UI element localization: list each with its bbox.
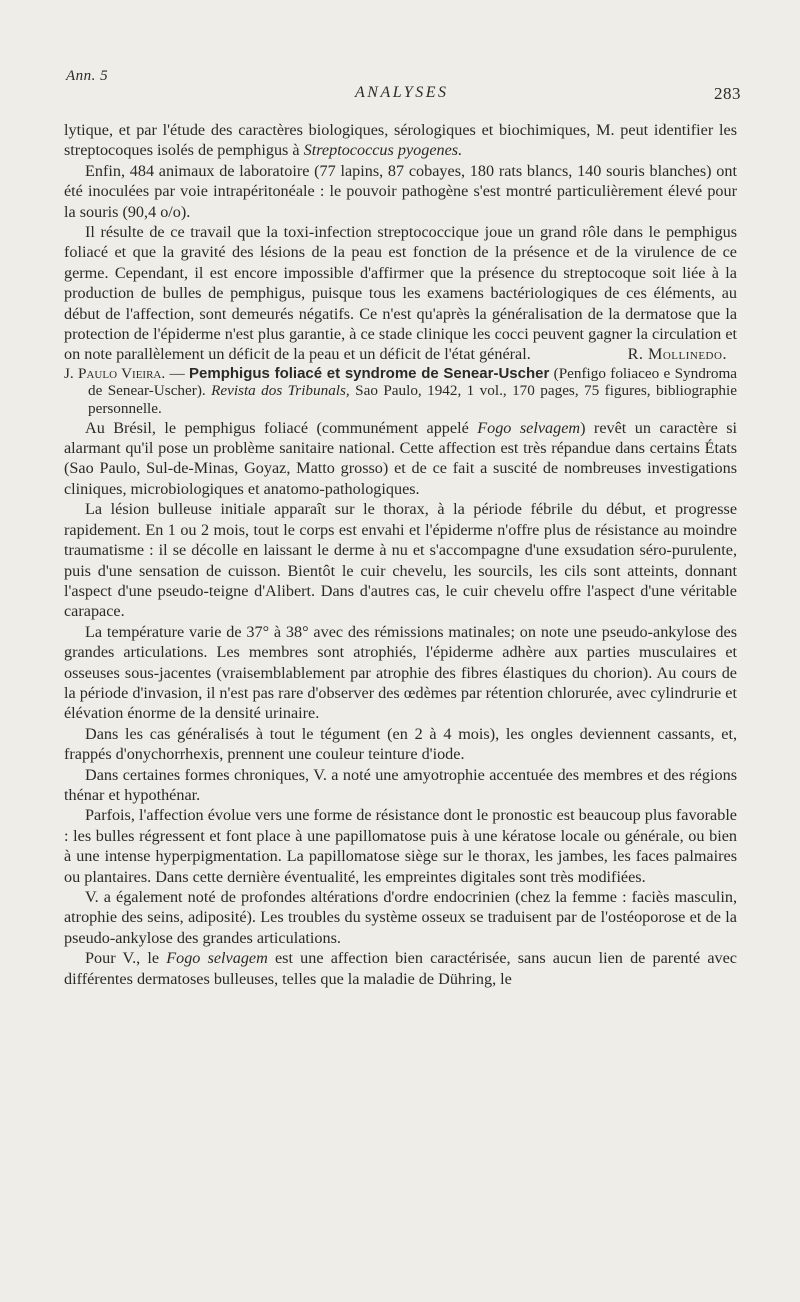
term-fogo-selvagem: Fogo selvagem: [477, 418, 581, 437]
body-text: [64, 120, 737, 989]
journal-name: Revista dos Tribunals,: [211, 382, 350, 400]
paragraph: V. a également noté de profondes altérations d'ordre endocrinien (chez la femme : faciès masculin, atrophie des seins, adiposité). Les troubles du système osseux se traduisent par de l'ostéoporose et de la pseudo-ankylose des grandes articulations.: [64, 888, 737, 947]
article-author: J. Paulo Vieira.: [64, 364, 166, 382]
term-fogo-selvagem: Fogo selvagem: [166, 949, 268, 968]
paragraph: Dans certaines formes chroniques, V. a noté une amyotrophie accentuée des membres et des régions thénar et hypothénar.: [64, 765, 737, 804]
paragraph: Dans les cas généralisés à tout le tégument (en 2 à 4 mois), les ongles deviennent cassants, et, frappés d'onychorrhexis, prennent une couleur teinture d'iode.: [64, 724, 737, 764]
species-name: Streptococcus pyogenes.: [303, 141, 463, 160]
paragraph: Enfin, 484 animaux de laboratoire (77 lapins, 87 cobayes, 180 rats blancs, 140 souris blanches) ont été inoculées par voie intrapéritonéale : le pouvoir pathogène s'est montré particulièrement élevé pour la souris (90,4 o/o).: [64, 161, 737, 221]
article-reference: J. Paulo Vieira. — Pemphigus foliacé et syndrome de Senear-Uscher (Penfigo foliaceo e Syndroma de Senear-Uscher). Revista dos Tribunals, Sao Paulo, 1942, 1 vol., 170 pages, 75 figures, bibliographie personnelle.: [64, 364, 738, 418]
article-title: Pemphigus foliacé et syndrome de Senear-Uscher: [189, 364, 550, 382]
author-signature: R. Mollinedo.: [627, 345, 727, 364]
paragraph: Il résulte de ce travail que la toxi-infection streptococcique joue un grand rôle dans le pemphigus foliacé et que la gravité des lésions de la peau est fonction de la présence et de la virulence de ce germe. Cependant, il est encore impossible d'affirmer que la présence du streptocoque soit liée à la production de bulles de pemphigus, puisque tous les examens bactériologiques de ces éléments, au début de l'affection, sont demeurés négatifs. Ce n'est qu'après la généralisation de la dermatose que la protection de l'épiderme n'est plus garantie, à ce stade clinique les cocci peuvent gagner la circulation et on note parallèlement un déficit de la peau et un déficit de l'état général. R. Mollinedo.: [64, 223, 737, 364]
paragraph: lytique, et par l'étude des caractères biologiques, sérologiques et biochimiques, M. peut identifier les streptocoques isolés de pemphigus à Streptococcus pyogenes.: [64, 121, 737, 160]
paragraph: Au Brésil, le pemphigus foliacé (communément appelé Fogo selvagem) revêt un caractère si alarmant qu'il pose un problème sanitaire national. Cette affection est très répandue dans certains États (Sao Paulo, Sul-de-Minas, Goyaz, Matto grosso) et de ce fait a suscité de nombreuses investigations cliniques, microbiologiques et anatomo-pathologiques.: [64, 418, 737, 498]
page-number: 283: [714, 84, 741, 103]
paragraph: Pour V., le Fogo selvagem est une affection bien caractérisée, sans aucun lien de parenté avec différentes dermatoses bulleuses, telles que la maladie de Dühring, le: [64, 949, 737, 988]
running-header-left: Ann. 5: [66, 68, 109, 84]
running-header-title: ANALYSES: [355, 84, 449, 101]
paragraph: Parfois, l'affection évolue vers une forme de résistance dont le pronostic est beaucoup plus favorable : les bulles régressent et font place à une papillomatose puis à une kératose locale ou générale, ou bien à une intense hyperpigmentation. La papillomatose siège sur le thorax, les jambes, les faces palmaires ou plantaires. Dans cette dernière éventualité, les empreintes digitales sont très modifiées.: [64, 806, 737, 886]
paragraph: La température varie de 37° à 38° avec des rémissions matinales; on note une pseudo-ankylose des grandes articulations. Les membres sont atrophiés, l'épiderme adhère aux parties musculaires et osseuses sous-jacentes (vraisemblablement par atrophie des fibres élastiques du chorion). Au cours de la période d'invasion, il n'est pas rare d'observer des œdèmes par rétention chlorurée, avec cylindrurie et élévation énorme de la densité urinaire.: [64, 622, 737, 723]
paragraph: La lésion bulleuse initiale apparaît sur le thorax, à la période fébrile du début, et progresse rapidement. En 1 ou 2 mois, tout le corps est envahi et l'épiderme n'offre plus de résistance au moindre traumatisme : il se décolle en laissant le derme à nu et s'accompagne d'une exsudation séro-purulente, puis d'une sensation de cuisson. Bientôt le cuir chevelu, les sourcils, les cils sont atteints, donnant l'aspect d'une pseudo-teigne d'Alibert. Dans d'autres cas, le cuir chevelu offre l'aspect d'une véritable carapace.: [64, 500, 737, 621]
